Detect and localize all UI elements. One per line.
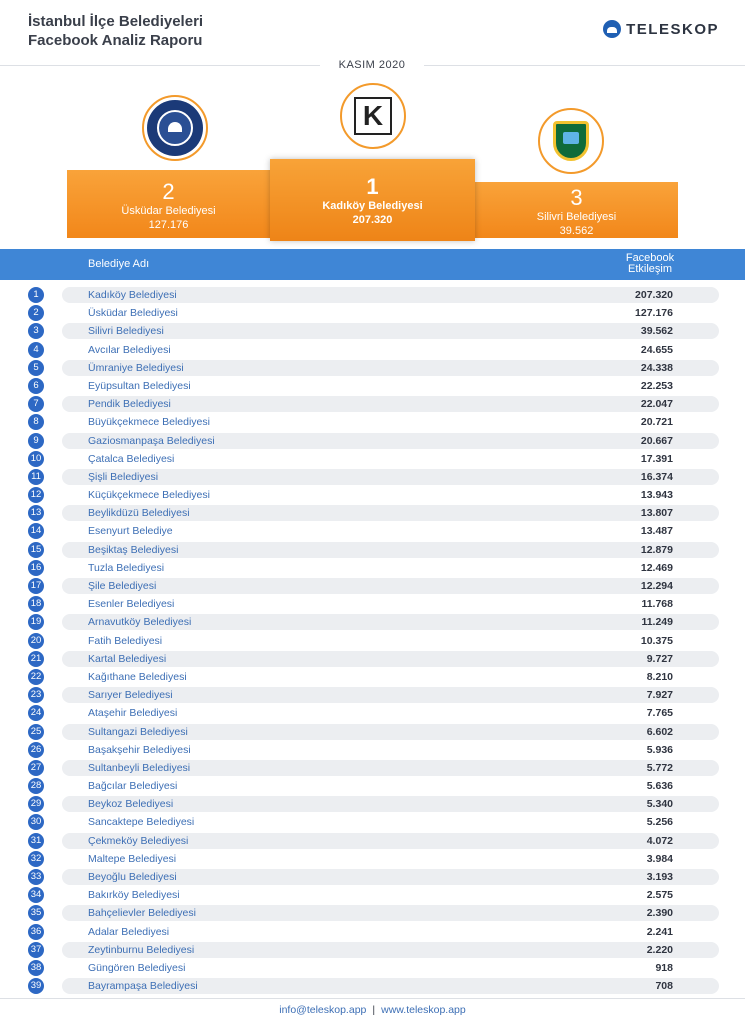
table-row <box>0 759 745 777</box>
municipality-name: Maltepe Belediyesi <box>88 852 177 865</box>
table-row <box>0 832 745 850</box>
table-row <box>0 850 745 868</box>
municipality-name: Şile Belediyesi <box>88 580 157 592</box>
table-row <box>0 723 745 741</box>
facebook-engagement-value: 3.984 <box>646 852 673 865</box>
facebook-engagement-value: 708 <box>655 980 673 993</box>
municipality-name: Büyükçekmece Belediyesi <box>88 416 210 429</box>
table-row <box>0 286 745 304</box>
municipality-name: Bayrampaşa Belediyesi <box>88 980 198 993</box>
municipality-name: Bahçelievler Belediyesi <box>88 907 196 920</box>
rank-badge: 27 <box>28 760 44 776</box>
table-row <box>0 668 745 686</box>
facebook-engagement-value: 9.727 <box>646 652 673 665</box>
municipality-name: Pendik Belediyesi <box>88 398 171 411</box>
table-row <box>0 704 745 722</box>
facebook-engagement-value: 3.193 <box>646 871 673 883</box>
rank-badge: 16 <box>28 560 44 576</box>
facebook-engagement-value: 12.879 <box>640 543 673 556</box>
rank-badge: 21 <box>28 651 44 667</box>
municipality-name: Ataşehir Belediyesi <box>88 707 178 720</box>
podium-third-name: Silivri Belediyesi <box>536 211 617 223</box>
facebook-engagement-value: 2.390 <box>646 907 673 920</box>
table-row <box>0 304 745 322</box>
facebook-engagement-value: 2.241 <box>646 925 673 938</box>
rank-badge: 26 <box>28 742 44 758</box>
table-row <box>0 450 745 468</box>
rank-badge: 28 <box>28 778 44 794</box>
podium-first-rank: 1 <box>366 174 379 199</box>
report-header <box>0 0 745 64</box>
rank-badge: 32 <box>28 851 44 867</box>
rank-badge: 19 <box>28 614 44 630</box>
facebook-engagement-value: 13.943 <box>640 489 673 502</box>
kadikoy-logo <box>340 83 406 149</box>
rank-badge: 2 <box>28 305 44 321</box>
facebook-engagement-value: 17.391 <box>640 452 673 465</box>
rank-badge: 25 <box>28 724 44 740</box>
municipality-name: Sarıyer Belediyesi <box>88 689 173 702</box>
footer-website-link[interactable]: www.teleskop.app <box>381 1004 466 1016</box>
table-row <box>0 468 745 486</box>
podium-second-name: Üsküdar Belediyesi <box>121 205 216 217</box>
municipality-name: Arnavutköy Belediyesi <box>88 616 192 629</box>
table-row <box>0 541 745 559</box>
facebook-engagement-value: 12.469 <box>640 561 673 574</box>
podium-first <box>270 159 475 241</box>
rank-badge: 24 <box>28 705 44 721</box>
rank-badge: 31 <box>28 833 44 849</box>
municipality-name: Zeytinburnu Belediyesi <box>88 943 195 956</box>
facebook-engagement-value: 5.340 <box>646 798 673 811</box>
municipality-name: Gaziosmanpaşa Belediyesi <box>88 434 215 447</box>
rank-badge: 4 <box>28 342 44 358</box>
table-row <box>0 486 745 504</box>
municipality-name: Tuzla Belediyesi <box>88 561 165 574</box>
column-header-value <box>600 253 700 275</box>
rank-badge: 12 <box>28 487 44 503</box>
municipality-name: Sancaktepe Belediyesi <box>88 816 195 829</box>
row-bar <box>62 578 719 594</box>
rank-badge: 11 <box>28 469 44 485</box>
municipality-name: Esenyurt Belediye <box>88 525 173 538</box>
facebook-engagement-value: 7.927 <box>646 689 673 702</box>
table-row <box>0 959 745 977</box>
municipality-name: Şişli Belediyesi <box>88 470 159 483</box>
facebook-engagement-value: 10.375 <box>640 634 673 647</box>
facebook-engagement-value: 12.294 <box>640 580 673 592</box>
podium-first-value: 207.320 <box>352 214 393 226</box>
facebook-engagement-value: 20.667 <box>640 434 673 447</box>
rank-badge: 15 <box>28 542 44 558</box>
rank-badge: 29 <box>28 796 44 812</box>
rank-badge: 14 <box>28 523 44 539</box>
rank-badge: 33 <box>28 869 44 885</box>
municipality-name: Ümraniye Belediyesi <box>88 361 184 374</box>
municipality-name: Küçükçekmece Belediyesi <box>88 489 210 502</box>
column-header-value-line1: Facebook <box>625 252 675 264</box>
facebook-engagement-value: 22.047 <box>640 398 673 411</box>
table-row <box>0 904 745 922</box>
municipality-name: Üsküdar Belediyesi <box>88 307 178 320</box>
table-row <box>0 813 745 831</box>
table-header <box>0 249 745 280</box>
facebook-engagement-value: 7.765 <box>646 707 673 720</box>
report-title-line1: İstanbul İlçe Belediyeleri <box>28 13 204 30</box>
municipality-name: Çatalca Belediyesi <box>88 452 175 465</box>
podium-first-name: Kadıköy Belediyesi <box>322 200 423 212</box>
rank-badge: 35 <box>28 905 44 921</box>
table-row <box>0 977 745 995</box>
row-bar <box>62 469 719 485</box>
rank-badge: 1 <box>28 287 44 303</box>
report-title-line2: Facebook Analiz Raporu <box>28 32 203 49</box>
table-row <box>0 577 745 595</box>
municipality-name: Başakşehir Belediyesi <box>88 743 191 756</box>
facebook-engagement-value: 2.575 <box>646 889 673 902</box>
facebook-engagement-value: 2.220 <box>646 943 673 956</box>
facebook-engagement-value: 8.210 <box>646 670 673 683</box>
ranking-table <box>0 286 745 995</box>
table-row <box>0 341 745 359</box>
table-row <box>0 795 745 813</box>
teleskop-logo-icon <box>603 20 621 38</box>
rank-badge: 36 <box>28 924 44 940</box>
table-row <box>0 522 745 540</box>
kadikoy-k-icon: K <box>354 97 392 135</box>
municipality-name: Beşiktaş Belediyesi <box>88 543 179 556</box>
rank-badge: 38 <box>28 960 44 976</box>
rank-badge: 23 <box>28 687 44 703</box>
table-row <box>0 395 745 413</box>
podium-second <box>67 170 270 238</box>
table-row <box>0 359 745 377</box>
facebook-engagement-value: 5.256 <box>646 816 673 829</box>
facebook-engagement-value: 16.374 <box>640 470 673 483</box>
facebook-engagement-value: 13.807 <box>640 507 673 520</box>
rank-badge: 10 <box>28 451 44 467</box>
facebook-engagement-value: 6.602 <box>646 725 673 738</box>
table-row <box>0 941 745 959</box>
table-row <box>0 650 745 668</box>
municipality-name: Silivri Belediyesi <box>88 325 164 338</box>
podium-second-value: 127.176 <box>148 219 189 231</box>
report-title <box>28 12 203 50</box>
table-row <box>0 741 745 759</box>
rank-badge: 7 <box>28 396 44 412</box>
column-header-name: Belediye Adı <box>88 258 150 270</box>
table-row <box>0 504 745 522</box>
municipality-name: Eyüpsultan Belediyesi <box>88 379 191 392</box>
facebook-engagement-value: 5.636 <box>646 780 673 793</box>
municipality-name: Kadıköy Belediyesi <box>88 289 177 301</box>
table-row <box>0 686 745 704</box>
facebook-engagement-value: 13.487 <box>640 525 673 538</box>
table-row <box>0 595 745 613</box>
municipality-name: Kartal Belediyesi <box>88 652 167 665</box>
rank-badge: 18 <box>28 596 44 612</box>
teleskop-logo[interactable] <box>603 20 719 38</box>
uskudar-seal-icon <box>147 100 203 156</box>
uskudar-logo <box>142 95 208 161</box>
table-row <box>0 613 745 631</box>
rank-badge: 22 <box>28 669 44 685</box>
table-row <box>0 886 745 904</box>
rank-badge: 5 <box>28 360 44 376</box>
facebook-engagement-value: 11.768 <box>641 598 673 611</box>
table-row <box>0 868 745 886</box>
municipality-name: Çekmeköy Belediyesi <box>88 834 189 847</box>
podium-third-value: 39.562 <box>559 225 594 237</box>
facebook-engagement-value: 5.772 <box>646 761 673 774</box>
table-row <box>0 923 745 941</box>
municipality-name: Sultangazi Belediyesi <box>88 725 188 738</box>
table-row <box>0 777 745 795</box>
municipality-name: Esenler Belediyesi <box>88 598 175 611</box>
municipality-name: Bağcılar Belediyesi <box>88 780 178 793</box>
municipality-name: Fatih Belediyesi <box>88 634 163 647</box>
facebook-engagement-value: 24.655 <box>640 343 673 356</box>
footer <box>0 1003 745 1017</box>
podium-second-rank: 2 <box>162 179 175 204</box>
silivri-logo <box>538 108 604 174</box>
municipality-name: Kağıthane Belediyesi <box>88 670 187 683</box>
table-row <box>0 322 745 340</box>
table-row <box>0 432 745 450</box>
footer-email-link[interactable]: info@teleskop.app <box>279 1004 367 1016</box>
facebook-engagement-value: 11.249 <box>641 616 673 629</box>
silivri-shield-icon <box>553 121 589 161</box>
municipality-name: Avcılar Belediyesi <box>88 343 171 356</box>
facebook-engagement-value: 4.072 <box>646 834 673 847</box>
facebook-engagement-value: 39.562 <box>640 325 673 338</box>
rank-badge: 20 <box>28 633 44 649</box>
rank-badge: 37 <box>28 942 44 958</box>
report-period: KASIM 2020 <box>320 57 424 73</box>
facebook-engagement-value: 918 <box>655 961 673 974</box>
rank-badge: 6 <box>28 378 44 394</box>
rank-badge: 9 <box>28 433 44 449</box>
rank-badge: 30 <box>28 814 44 830</box>
municipality-name: Bakırköy Belediyesi <box>88 889 180 902</box>
rank-badge: 8 <box>28 414 44 430</box>
facebook-engagement-value: 5.936 <box>646 743 673 756</box>
table-row <box>0 413 745 431</box>
facebook-engagement-value: 24.338 <box>640 361 673 374</box>
footer-divider <box>0 998 745 999</box>
municipality-name: Adalar Belediyesi <box>88 925 170 938</box>
facebook-engagement-value: 20.721 <box>640 416 673 429</box>
municipality-name: Sultanbeyli Belediyesi <box>88 761 191 774</box>
municipality-name: Beylikdüzü Belediyesi <box>88 507 190 520</box>
municipality-name: Beyoğlu Belediyesi <box>88 871 177 883</box>
municipality-name: Beykoz Belediyesi <box>88 798 174 811</box>
facebook-engagement-value: 127.176 <box>635 307 673 320</box>
rank-badge: 3 <box>28 323 44 339</box>
table-row <box>0 377 745 395</box>
brand-name: TELESKOP <box>626 20 719 38</box>
table-row <box>0 632 745 650</box>
facebook-engagement-value: 207.320 <box>635 289 673 301</box>
footer-separator: | <box>372 1004 376 1016</box>
rank-badge: 13 <box>28 505 44 521</box>
table-row <box>0 559 745 577</box>
column-header-value-line2: Etkileşim <box>627 263 672 275</box>
podium-third <box>475 182 678 238</box>
podium-third-rank: 3 <box>570 185 583 210</box>
rank-badge: 39 <box>28 978 44 994</box>
rank-badge: 34 <box>28 887 44 903</box>
facebook-engagement-value: 22.253 <box>640 379 673 392</box>
rank-badge: 17 <box>28 578 44 594</box>
municipality-name: Güngören Belediyesi <box>88 961 186 974</box>
